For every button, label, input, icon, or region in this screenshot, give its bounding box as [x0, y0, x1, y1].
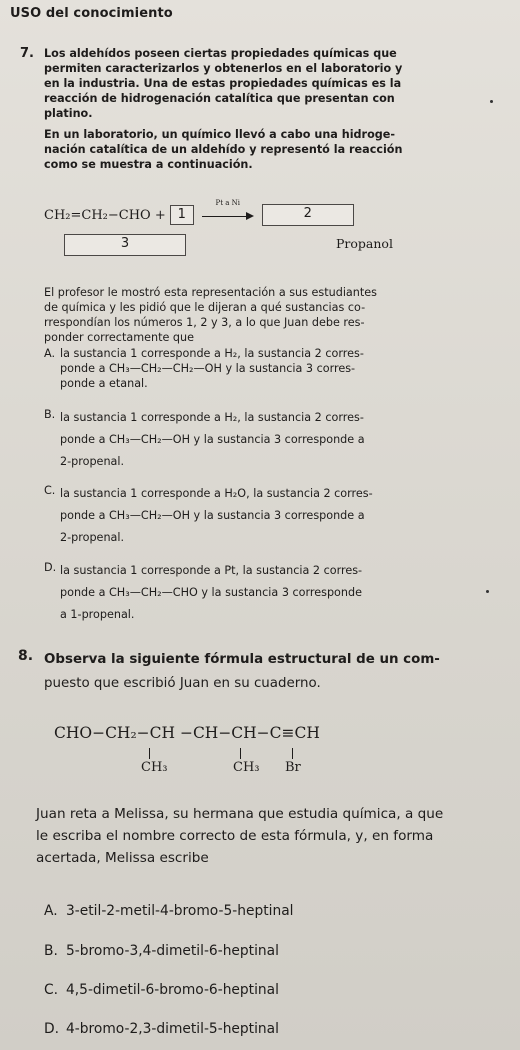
q8-story-line: Juan reta a Melissa, su hermana que estudia química, a que — [36, 806, 444, 822]
q7-teacher-line: rrespondían los números 1, 2 y 3, a lo que Juan debe res- — [44, 316, 365, 329]
option-line: 2-propenal. — [60, 455, 125, 468]
q7-option-b[interactable] — [44, 407, 464, 467]
question-8-intro — [44, 648, 504, 696]
q7-intro-line: platino. — [44, 107, 93, 120]
q7-teacher-line: ponder correctamente que — [44, 331, 194, 344]
question-8-number: 8. — [18, 648, 34, 664]
paper-speck — [486, 590, 489, 593]
q7-teacher-line: de química y les pidió que le dijeran a qué sustancias co- — [44, 301, 366, 314]
q7-lab-line: En un laboratorio, un químico llevó a cabo una hidroge- — [44, 128, 395, 141]
option-line: ponde a CH₃—CH₂—OH y la sustancia 3 corresponde a — [60, 509, 365, 522]
q8-story-line: le escriba el nombre correcto de esta fórmula, y, en forma — [36, 828, 434, 844]
option-letter: D. — [44, 1021, 60, 1037]
reactant-formula: CH₂=CH₂−CHO + — [44, 207, 166, 223]
option-letter: A. — [44, 347, 56, 360]
question-7-number: 7. — [20, 46, 34, 61]
q7-intro-line: permiten caracterizarlos y obtenerlos en el laboratorio y — [44, 62, 403, 75]
option-letter: C. — [44, 982, 59, 998]
q7-lab-line: como se muestra a continuación. — [44, 158, 253, 171]
option-line: ponde a CH₃—CH₂—CHO y la sustancia 3 corresponde — [60, 586, 362, 599]
substituent-br: Br — [285, 760, 301, 775]
q8-story-line: acertada, Melissa escribe — [36, 850, 209, 866]
option-text: 5-bromo-3,4-dimetil-6-heptinal — [66, 943, 279, 959]
option-line: ponde a CH₃—CH₂—OH y la sustancia 3 corresponde a — [60, 433, 365, 446]
q7-intro-line: reacción de hidrogenación catalítica que presentan con — [44, 92, 395, 105]
option-letter: B. — [44, 408, 56, 421]
q7-option-c[interactable] — [44, 483, 464, 543]
option-text: 4-bromo-2,3-dimetil-5-heptinal — [66, 1021, 279, 1037]
q7-intro-line: Los aldehídos poseen ciertas propiedades químicas que — [44, 47, 397, 60]
option-line: la sustancia 1 corresponde a Pt, la sustancia 2 corres- — [60, 564, 363, 577]
bond-line — [149, 748, 150, 759]
substance-box-1: 1 — [170, 205, 194, 225]
question-7-teacher-text — [44, 285, 439, 345]
arrow-head-icon — [246, 212, 254, 220]
formula-main-chain: CHO−CH₂−CH −CH−CH−C≡CH — [54, 724, 320, 742]
question-7-lab-text — [44, 127, 429, 172]
option-line: la sustancia 1 corresponde a H₂O, la sustancia 2 corres- — [60, 487, 373, 500]
q8-option-c[interactable] — [44, 981, 279, 999]
product-label: Propanol — [336, 236, 393, 251]
q7-intro-line: en la industria. Una de estas propiedades químicas es la — [44, 77, 402, 90]
arrow-shaft — [202, 216, 248, 217]
option-line: la sustancia 1 corresponde a H₂, la sustancia 2 corres- — [60, 411, 364, 424]
option-letter: B. — [44, 943, 58, 959]
question-8-story — [36, 803, 506, 869]
option-line: ponde a etanal. — [60, 377, 148, 390]
option-text: 4,5-dimetil-6-bromo-6-heptinal — [66, 982, 279, 998]
bond-line — [292, 748, 293, 759]
substituent-ch3-1: CH₃ — [141, 760, 168, 775]
option-line: 2-propenal. — [60, 531, 125, 544]
q8-intro-line: puesto que escribió Juan en su cuaderno. — [44, 676, 321, 691]
question-7-intro — [44, 46, 424, 121]
option-text: 3-etil-2-metil-4-bromo-5-heptinal — [66, 903, 294, 919]
option-line: a 1-propenal. — [60, 608, 135, 621]
paper-speck — [490, 100, 493, 103]
option-letter: D. — [44, 561, 57, 574]
q7-option-a[interactable] — [44, 346, 444, 406]
substituent-ch3-2: CH₃ — [233, 760, 260, 775]
option-line: la sustancia 1 corresponde a H₂, la sustancia 2 corres- — [60, 347, 364, 360]
q8-option-b[interactable] — [44, 942, 279, 960]
structural-formula — [54, 724, 454, 800]
section-heading: USO del conocimiento — [10, 6, 173, 21]
catalyst-label: Pt a Ni — [215, 199, 240, 207]
bond-line — [240, 748, 241, 759]
q7-teacher-line: El profesor le mostró esta representación a sus estudiantes — [44, 286, 377, 299]
q7-lab-line: nación catalítica de un aldehído y representó la reacción — [44, 143, 403, 156]
q8-option-d[interactable] — [44, 1020, 279, 1038]
reaction-arrow — [200, 199, 256, 225]
q7-option-d[interactable] — [44, 560, 464, 620]
q8-intro-line: Observa la siguiente fórmula estructural de un com- — [44, 652, 440, 667]
substance-box-3: 3 — [64, 234, 186, 256]
substance-box-2: 2 — [262, 204, 354, 226]
reaction-scheme — [44, 199, 354, 226]
q8-option-a[interactable] — [44, 902, 294, 920]
option-letter: C. — [44, 484, 56, 497]
option-letter: A. — [44, 903, 58, 919]
option-line: ponde a CH₃—CH₂—CH₂—OH y la sustancia 3 corres- — [60, 362, 356, 375]
